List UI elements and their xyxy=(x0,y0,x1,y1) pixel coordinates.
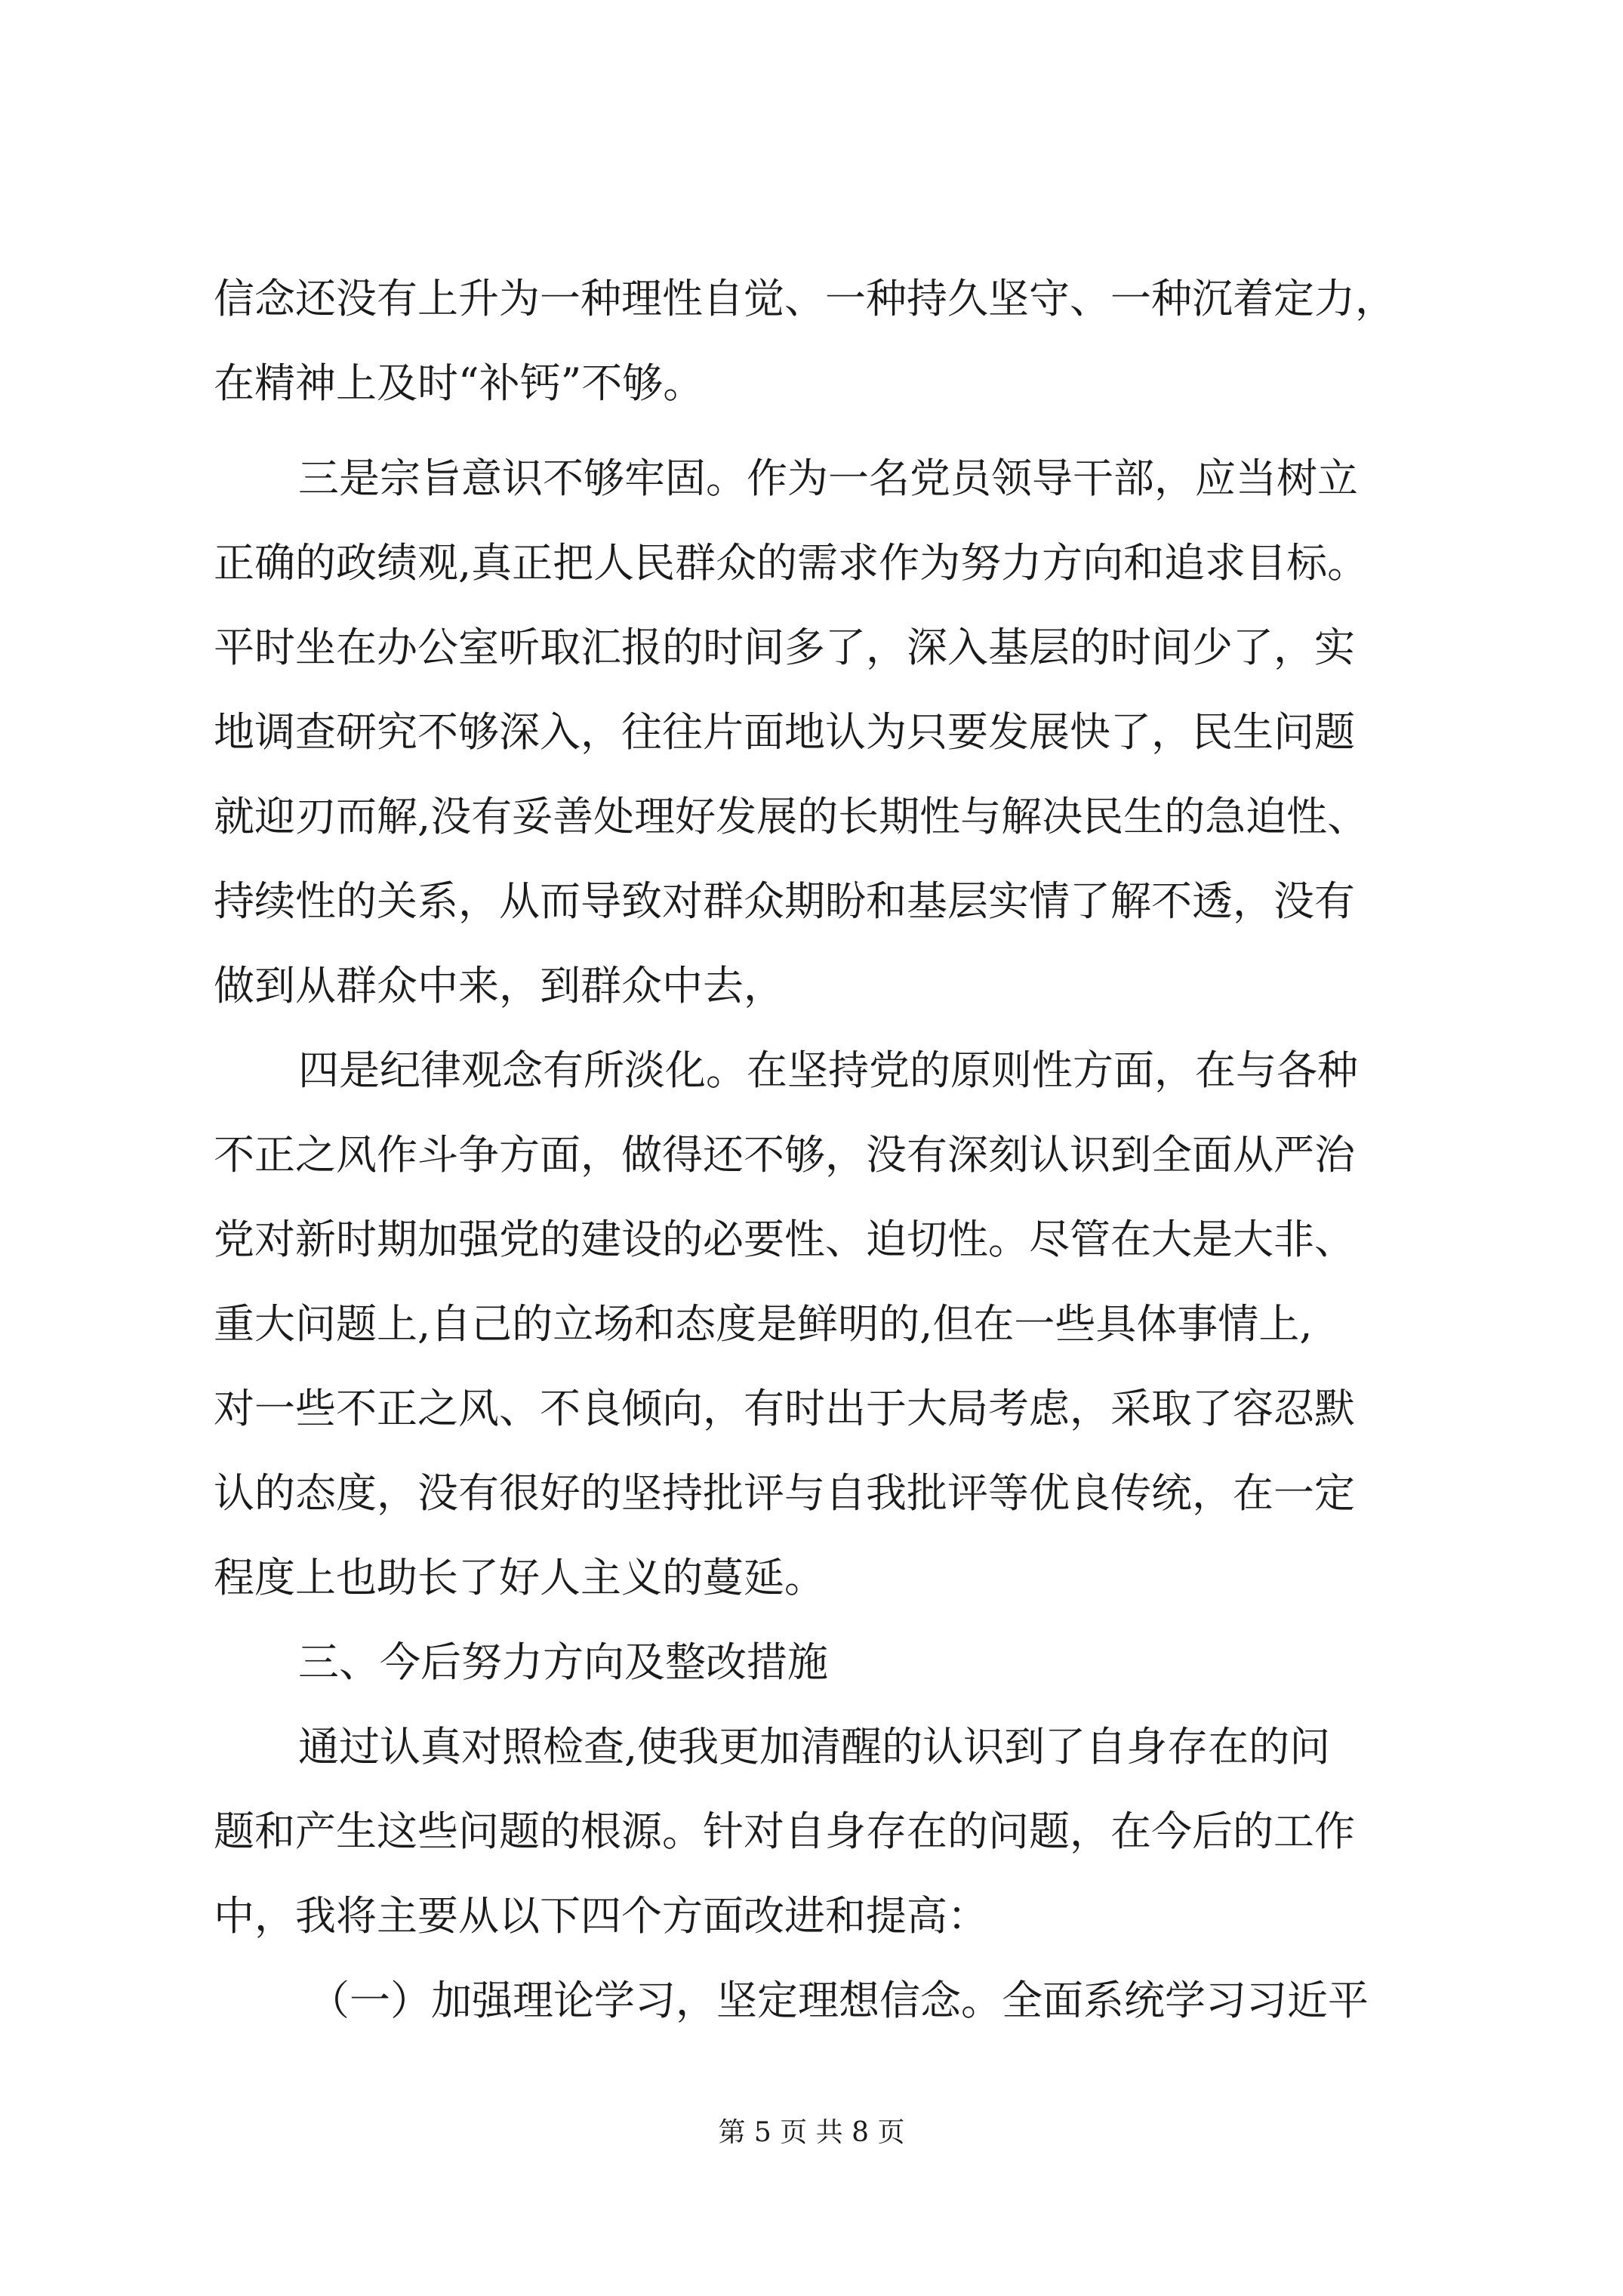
text-line: 重大问题上,自己的立场和态度是鲜明的,但在一些具体事情上, xyxy=(214,1300,1313,1348)
text-line: 对一些不正之风、不良倾向，有时出于大局考虑，采取了容忍默 xyxy=(214,1385,1355,1432)
text-line: 做到从群众中来，到群众中去， xyxy=(214,962,784,1009)
text-line: 信念还没有上升为一种理性自觉、一种持久坚守、一种沉着定力， xyxy=(214,275,1396,322)
text-line: 在精神上及时“补钙”不够。 xyxy=(214,359,704,407)
text-line: 党对新时期加强党的建设的必要性、迫切性。尽管在大是大非、 xyxy=(214,1216,1355,1263)
paragraph-start-line: 三是宗旨意识不够牢固。作为一名党员领导干部，应当树立 xyxy=(298,455,1358,502)
text-line: 不正之风作斗争方面，做得还不够，没有深刻认识到全面从严治 xyxy=(214,1131,1355,1179)
paragraph-start-line: 四是纪律观念有所淡化。在坚持党的原则性方面，在与各种 xyxy=(298,1046,1358,1094)
text-line: 正确的政绩观,真正把人民群众的需求作为努力方向和追求目标。 xyxy=(214,539,1369,587)
text-line: 地调查研究不够深入，往往片面地认为只要发展快了，民生问题 xyxy=(214,708,1355,756)
document-body xyxy=(214,257,1414,2043)
subsection-start-line: （一）加强理论学习，坚定理想信念。全面系统学习习近平 xyxy=(309,1977,1369,2024)
page-footer: 第 5 页 共 8 页 xyxy=(718,2117,905,2148)
text-line: 就迎刃而解,没有妥善处理好发展的长期性与解决民生的急迫性、 xyxy=(214,793,1369,840)
text-line: 平时坐在办公室听取汇报的时间多了，深入基层的时间少了，实 xyxy=(214,624,1355,671)
section-heading: 三、今后努力方向及整改措施 xyxy=(298,1638,828,1686)
text-line: 中，我将主要从以下四个方面改进和提高： xyxy=(214,1892,988,1940)
paragraph-start-line: 通过认真对照检查,使我更加清醒的认识到了自身存在的问 xyxy=(298,1723,1331,1771)
text-line: 认的态度，没有很好的坚持批评与自我批评等优良传统，在一定 xyxy=(214,1469,1355,1517)
text-line: 题和产生这些问题的根源。针对自身存在的问题，在今后的工作 xyxy=(214,1808,1355,1855)
text-line: 程度上也助长了好人主义的蔓延。 xyxy=(214,1554,825,1601)
text-line: 持续性的关系，从而导致对群众期盼和基层实情了解不透，没有 xyxy=(214,877,1355,925)
